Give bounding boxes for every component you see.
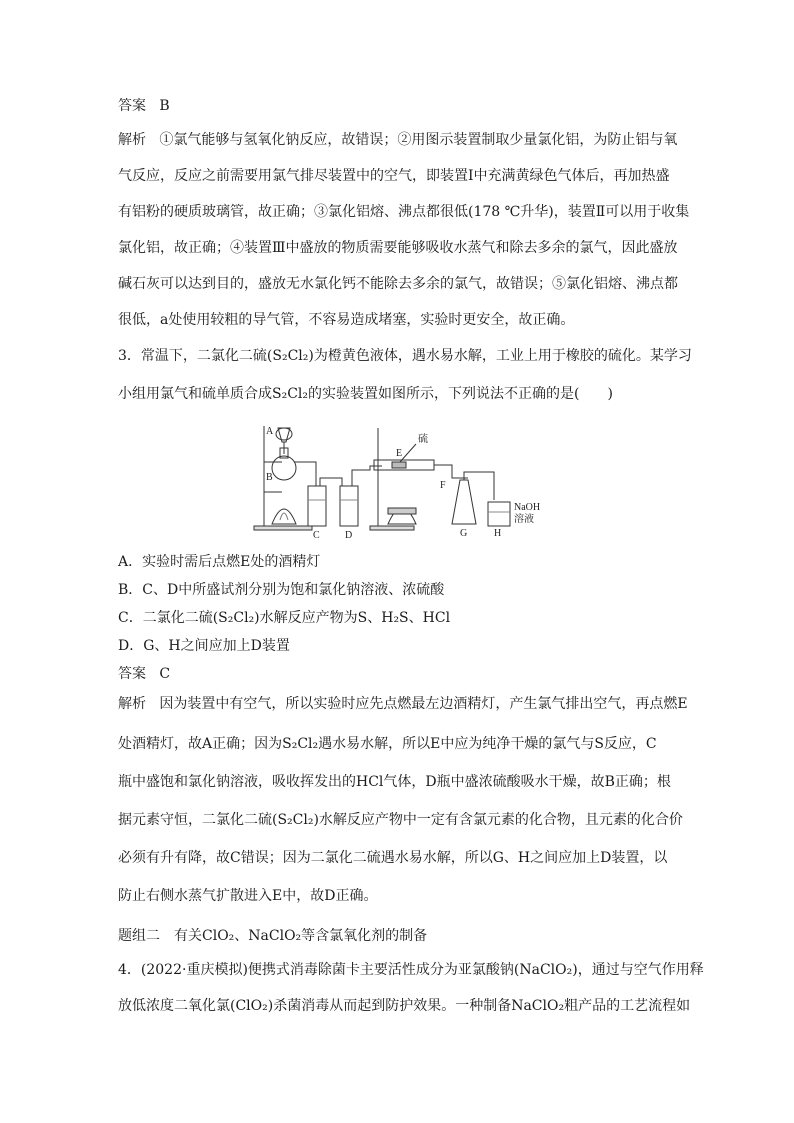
label-B: B [266,472,273,483]
q3-option-c: C．二氯化二硫(S₂Cl₂)水解反应产物为S、H₂S、HCl [118,610,451,626]
q3-stem-line-1: 3．常温下，二氯化二硫(S₂Cl₂)为橙黄色液体，遇水易水解，工业上用于橡胶的硫化。某学习 [118,348,692,364]
label-solution: 溶液 [514,514,534,525]
q3-analysis-line-6: 防止右侧水蒸气扩散进入E中，故D正确。 [118,888,378,904]
answer-value: C [159,666,171,682]
answer-label: 答案 [118,98,146,114]
label-H: H [494,528,502,539]
q3-stem-line-2: 小组用氯气和硫单质合成S₂Cl₂的实验装置如图所示，下列说法不正确的是( ) [118,386,613,402]
q3-analysis-line-5: 必须有升有降，故C错误；因为二氯化二硫遇水易水解，所以G、H之间应加上D装置，以 [118,850,668,866]
q2-analysis-line-4: 氯化铝，故正确；④装置Ⅲ中盛放的物质需要能够吸收水蒸气和除去多余的氯气，因此盛放 [118,240,678,256]
label-A: A [266,426,274,437]
q2-analysis-line-3: 有铝粉的硬质玻璃管，故正确；③氯化铝熔、沸点都很低(178 ℃升华)，装置Ⅱ可以用于收集 [118,204,690,220]
group-title: 题组二 有关ClO₂、NaClO₂等含氯氧化剂的制备 [118,928,428,944]
q2-analysis-line-5: 碱石灰可以达到目的，盛放无水氯化钙不能除去多余的氯气，故错误；⑤氯化铝熔、沸点都 [118,276,678,292]
q2-analysis-line-6: 很低，a处使用较粗的导气管，不容易造成堵塞，实验时更安全，故正确。 [118,312,575,328]
apparatus-diagram [246,420,576,540]
label-F: F [440,480,446,491]
q3-option-a: A．实验时需后点燃E处的酒精灯 [118,554,321,570]
q2-answer-line [118,96,688,116]
q3-analysis-line-2: 处酒精灯，故A正确；因为S₂Cl₂遇水易水解，所以E中应为纯净干燥的氯气与S反应，C [118,736,657,752]
label-naoh: NaOH [514,502,541,513]
label-sulfur: 硫 [418,434,428,445]
q4-line-2: 放低浓度二氧化氯(ClO₂)杀菌消毒从而起到防护效果。一种制备NaClO₂粗产品的工艺流程如 [118,998,691,1014]
answer-label: 答案 [118,666,146,682]
label-C: C [313,530,320,540]
analysis-label: 解析 [118,696,146,712]
q2-analysis-line-2: 气反应，反应之前需要用氯气排尽装置中的空气，即装置Ⅰ中充满黄绿色气体后，再加热盛 [118,168,670,184]
q3-option-b: B．C、D中所盛试剂分别为饱和氯化钠溶液、浓硫酸 [118,582,445,598]
analysis-label: 解析 [118,132,146,148]
q3-analysis-line-1: 解析 因为装置中有空气，所以实验时应先点燃最左边酒精灯，产生氯气排出空气，再点燃E [118,696,688,712]
q3-analysis-line-3: 瓶中盛饱和氯化钠溶液，吸收挥发出的HCl气体，D瓶中盛浓硫酸吸水干燥，故B正确；根 [118,774,671,790]
q2-analysis-line-1: 解析 ①氯气能够与氢氧化钠反应，故错误；②用图示装置制取少量氯化铝，为防止铝与氧 [118,132,678,148]
answer-value: B [159,98,170,114]
label-E: E [396,448,403,459]
q4-line-1: 4．(2022·重庆模拟)便携式消毒除菌卡主要活性成分为亚氯酸钠(NaClO₂)，通过与空气作用释 [118,962,704,978]
q3-answer-line [118,664,688,684]
q3-analysis-line-4: 据元素守恒，二氯化二硫(S₂Cl₂)水解反应产物中一定有含氯元素的化合物，且元素的化合价 [118,812,683,828]
q3-option-d: D．G、H之间应加上D装置 [118,638,290,654]
label-D: D [345,530,353,540]
label-G: G [460,528,468,539]
